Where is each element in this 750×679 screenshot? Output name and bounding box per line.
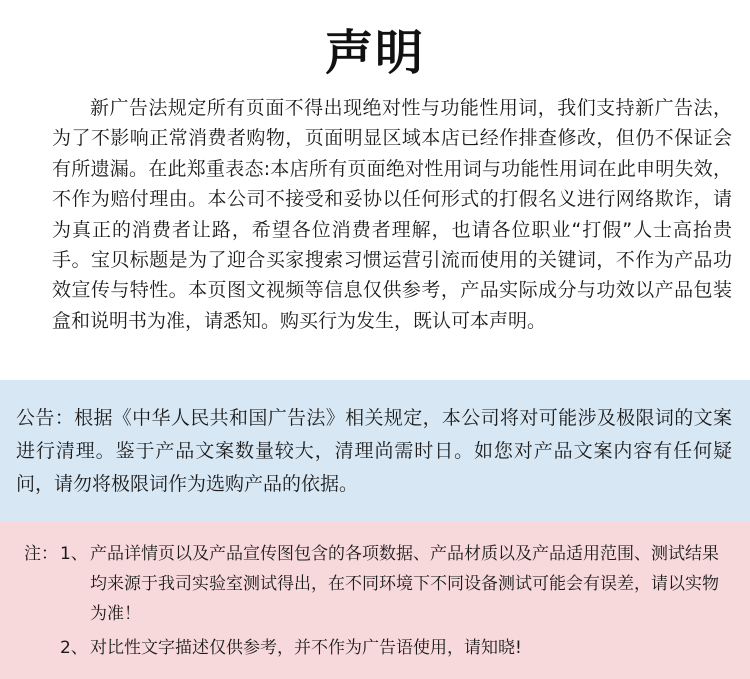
note-item-1 bbox=[60, 539, 730, 629]
note-item-2 bbox=[60, 633, 730, 663]
note-item-number: 2、 bbox=[60, 638, 88, 658]
notice-text: 公告：根据《中华人民共和国广告法》相关规定，本公司将对可能涉及极限词的文案进行清理。鉴于产品文案数量较大，清理尚需时日。如您对产品文案内容有任何疑问，请勿将极限词作为选购产品的依据。 bbox=[16, 407, 732, 495]
page-title: 声明 bbox=[324, 25, 425, 81]
note-prefix: 注： bbox=[24, 544, 58, 564]
note-section bbox=[0, 521, 750, 679]
statement-paragraph: 新广告法规定所有页面不得出现绝对性与功能性用词，我们支持新广告法，为了不影响正常消费者购物，页面明显区域本店已经作排查修改，但仍不保证会有所遗漏。在此郑重表态:本店所有页面绝对性用词与功能性用词在此申明失效，不作为赔付理由。本公司不接受和妥协以任何形式的打假名义进行网络欺诈，请为真正的消费者让路，希望各位消费者理解，也请各位职业“打假”人士高抬贵手。宝贝标题是为了迎合买家搜索习惯运营引流而使用的关键词，不作为产品功效宣传与特性。本页图文视频等信息仅供参考，产品实际成分与功效以产品包装盒和说明书为准，请悉知。购买行为发生，既认可本声明。 bbox=[52, 97, 732, 332]
note-item-text: 对比性文字描述仅供参考，并不作为广告语使用，请知晓! bbox=[90, 638, 522, 658]
note-item-number: 1、 bbox=[60, 544, 88, 564]
note-item-text: 产品详情页以及产品宣传图包含的各项数据、产品材质以及产品适用范围、测试结果均来源于我司实验室测试得出，在不同环境下不同设备测试可能会有误差，请以实物为准！ bbox=[90, 544, 719, 624]
notice-section bbox=[0, 380, 750, 521]
